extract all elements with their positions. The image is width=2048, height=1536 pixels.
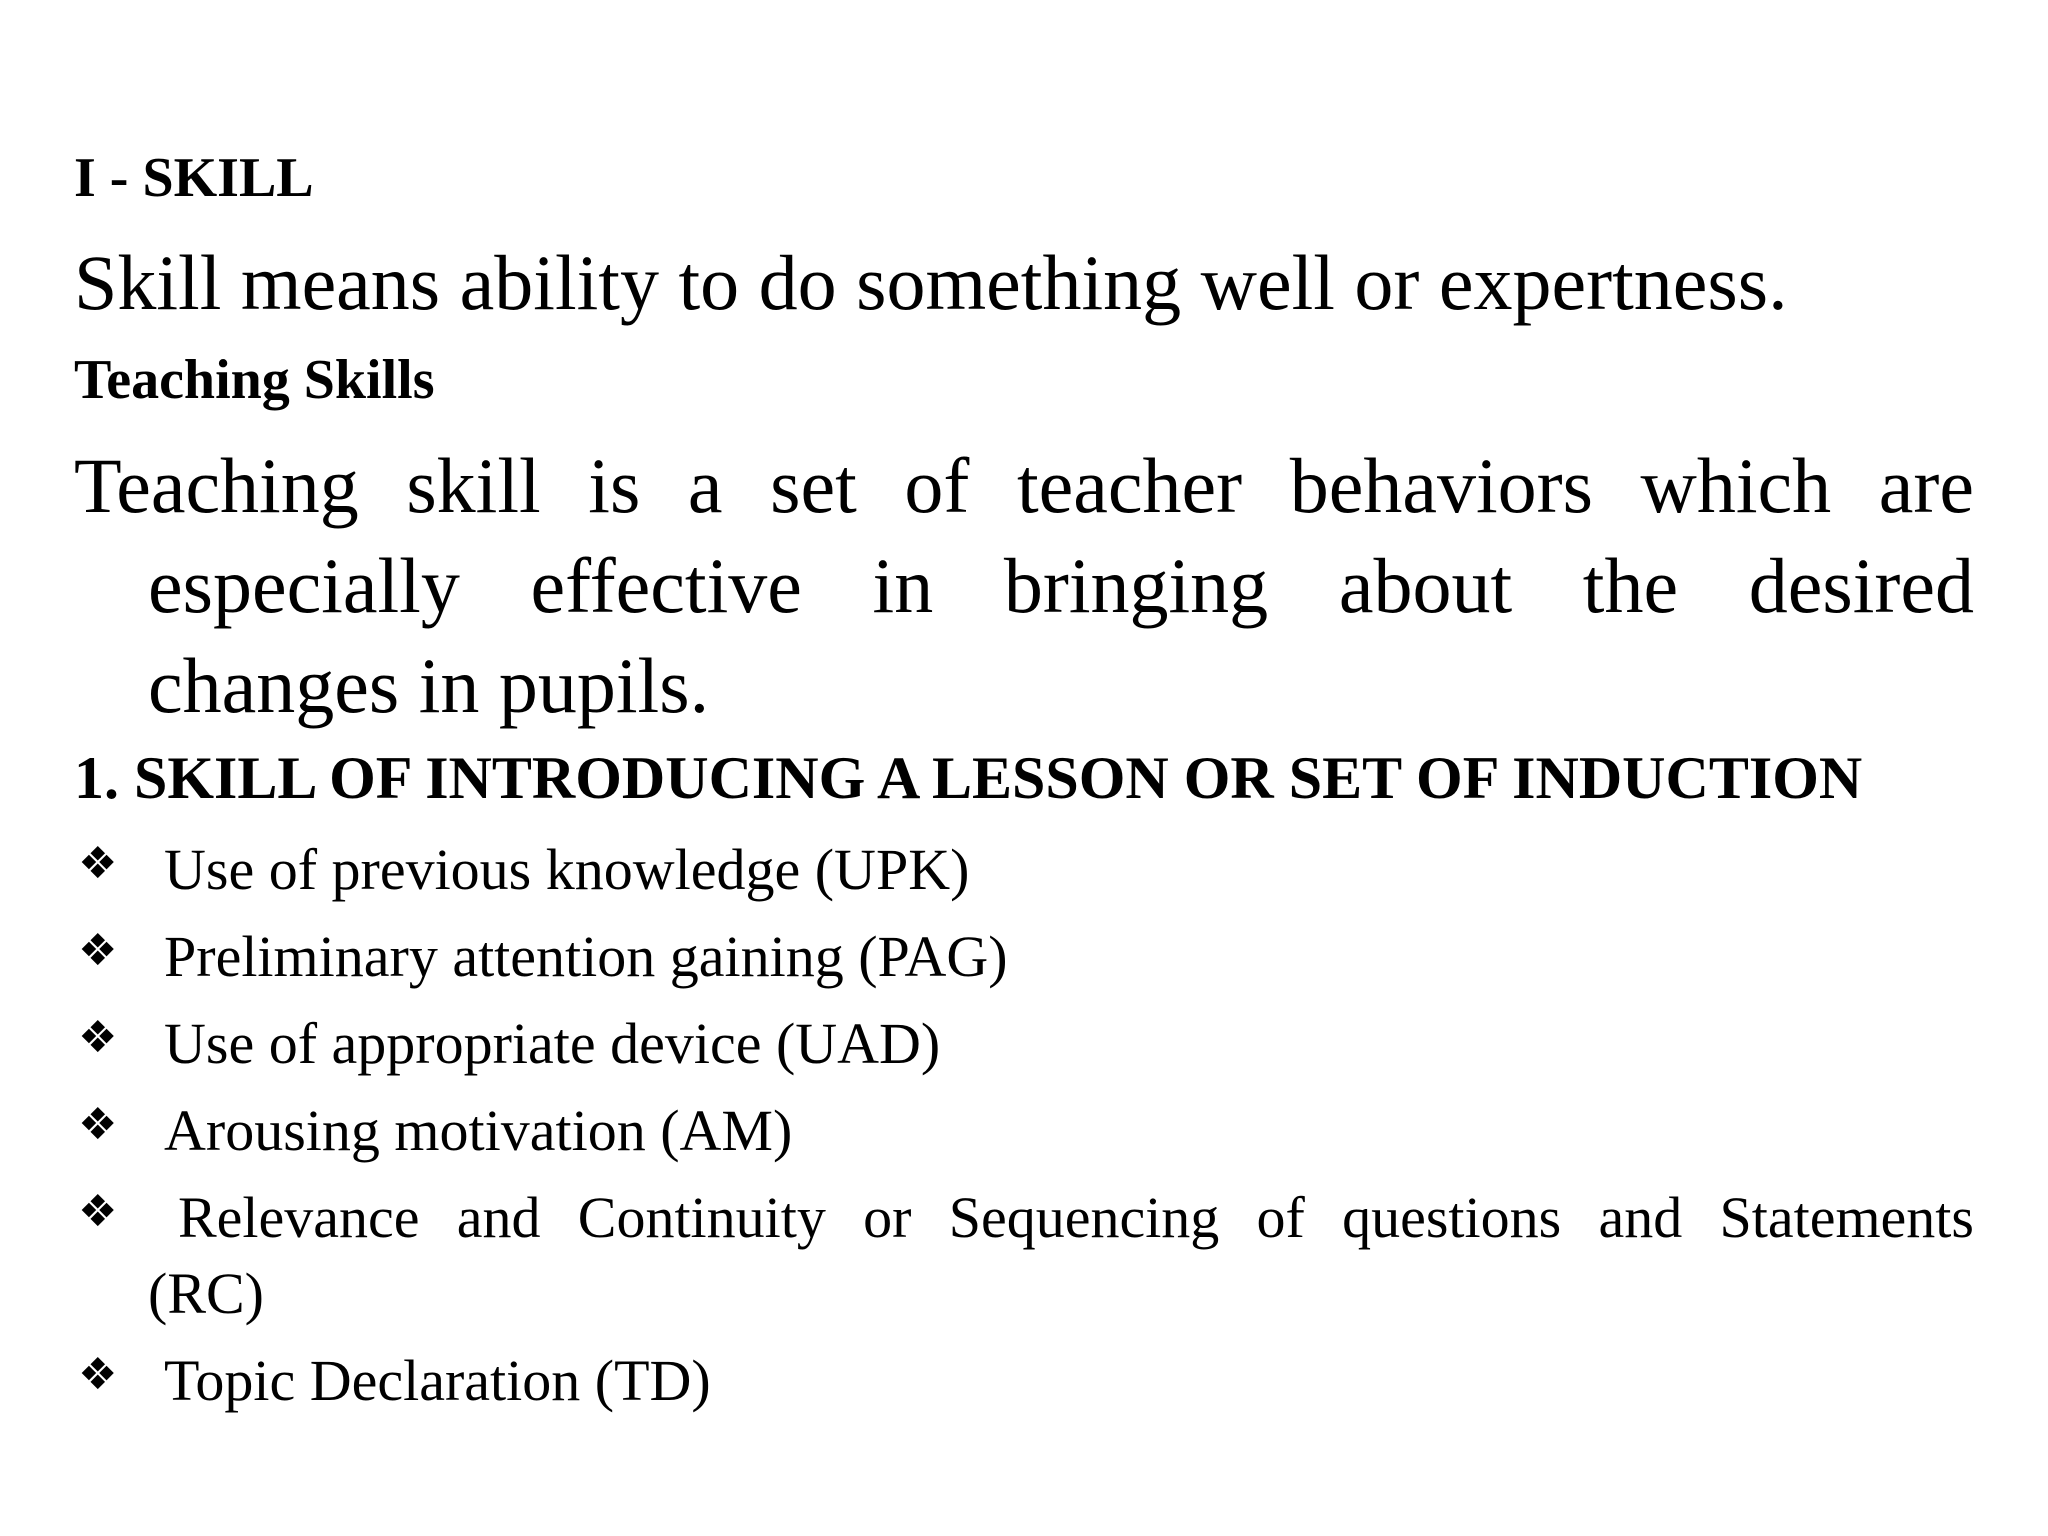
list-item [74, 1180, 1974, 1332]
component-list [74, 832, 1974, 1430]
teaching-skill-definition-line-1: Teaching skill is a set of teacher behaviors which are [74, 442, 1974, 529]
heading-teaching-skills: Teaching Skills [74, 349, 435, 411]
list-item-text: Use of previous knowledge (UPK) [164, 837, 970, 902]
list-item [74, 919, 1974, 995]
four-diamond-bullet-icon: ❖ [78, 838, 118, 889]
four-diamond-bullet-icon: ❖ [78, 1099, 118, 1150]
list-item [74, 1343, 1974, 1419]
list-item [74, 832, 1974, 908]
list-item-text: Topic Declaration (TD) [164, 1348, 711, 1413]
four-diamond-bullet-icon: ❖ [78, 1012, 118, 1063]
list-item-text: Preliminary attention gaining (PAG) [164, 924, 1008, 989]
teaching-skill-definition-line-3: changes in pupils. [148, 642, 710, 729]
section-heading-introducing-lesson: 1. SKILL OF INTRODUCING A LESSON OR SET OF INDUCTION [74, 745, 1863, 811]
list-item [74, 1006, 1974, 1082]
four-diamond-bullet-icon: ❖ [78, 925, 118, 976]
teaching-skill-definition [74, 436, 1974, 736]
list-item-text-line-2: (RC) [148, 1261, 264, 1326]
list-item [74, 1093, 1974, 1169]
list-item-text: Arousing motivation (AM) [164, 1098, 793, 1163]
skill-definition: Skill means ability to do something well or expertness. [74, 239, 1788, 326]
list-item-text-line-1: Relevance and Continuity or Sequencing of questions and Statements [178, 1185, 1974, 1250]
teaching-skill-definition-line-2: especially effective in bringing about the desired [148, 542, 1974, 629]
four-diamond-bullet-icon: ❖ [78, 1186, 118, 1237]
heading-skill: I - SKILL [74, 147, 314, 209]
list-item-text: Use of appropriate device (UAD) [164, 1011, 941, 1076]
four-diamond-bullet-icon: ❖ [78, 1349, 118, 1400]
